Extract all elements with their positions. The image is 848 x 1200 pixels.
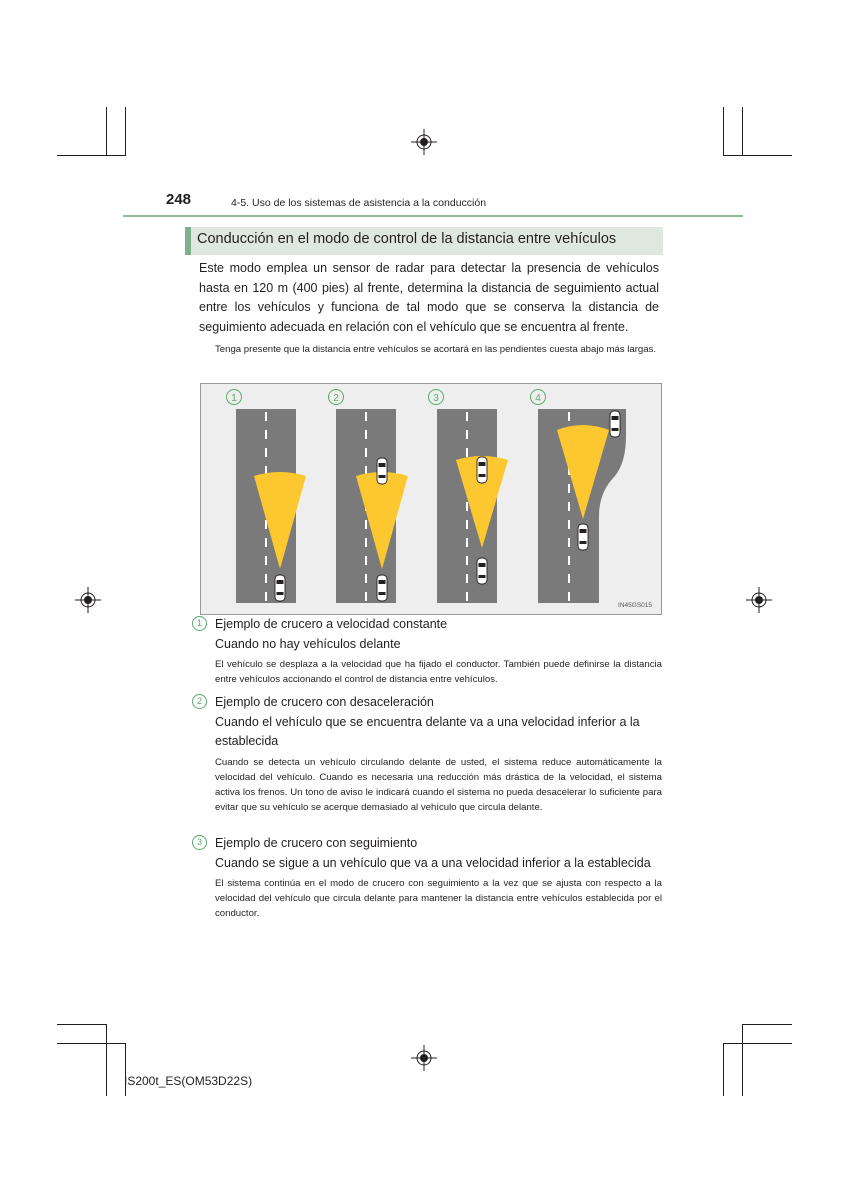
crop-mark [125,1043,126,1096]
section-title: Conducción en el modo de control de la distancia entre vehículos [197,231,617,247]
crop-mark [742,1024,792,1025]
document-id: IS200t_ES(OM53D22S) [124,1074,253,1088]
section-accent [185,227,191,255]
scenario-label-4 [531,390,546,405]
crop-mark [742,1024,743,1096]
scenario-label-1 [227,390,242,405]
crop-mark [125,107,126,156]
crop-mark [106,107,107,156]
crop-mark [723,1043,724,1096]
registration-mark-icon [746,587,772,613]
item-title: Ejemplo de crucero con desaceleración [215,695,434,709]
lead-car-icon [377,458,387,484]
crop-mark [742,107,743,156]
own-car-icon [377,575,387,601]
svg-text:3: 3 [433,393,439,404]
crop-mark [57,1024,107,1025]
svg-text:4: 4 [535,393,541,404]
item-title: Ejemplo de crucero con seguimiento [215,836,418,850]
page-number: 248 [166,191,192,208]
crop-mark [57,1043,126,1044]
list-item [192,615,662,687]
item-subtitle: Cuando el vehículo que se encuentra delante va a una velocidad inferior a la establecida [215,714,640,749]
item-number: 1 [192,616,207,631]
scenario-label-2 [329,390,344,405]
registration-mark-icon [75,587,101,613]
crop-mark [723,155,792,156]
figure-code: IN45GS015 [618,602,652,609]
intro-paragraph: Este modo emplea un sensor de radar para detectar la presencia de vehículos hasta en 120 m (400 pies) al frente, determina la distancia de seguimiento actual entre los vehículos y funciona de tal modo que se conserva la distancia de seguimiento adecuada en relación con el vehículo que se encuentra al frente. [199,261,659,334]
list-item [192,834,662,921]
intro-note: Tenga presente que la distancia entre vehículos se acortará en las pendientes cuesta abajo más largas. [215,344,657,356]
item-description: El vehículo se desplaza a la velocidad que ha fijado el conductor. También puede definirse la distancia entre vehículos accionando el control de distancia entre vehículos. [215,659,662,686]
svg-text:2: 2 [333,393,339,404]
road-scenario-4 [538,409,626,603]
section-heading [185,227,663,255]
lead-car-icon [610,411,620,437]
item-number: 3 [192,835,207,850]
registration-mark-icon [411,1045,437,1071]
chapter-title: 4-5. Uso de los sistemas de asistencia a la conducción [231,197,487,209]
crop-mark [57,155,126,156]
item-number: 2 [192,694,207,709]
item-subtitle: Cuando no hay vehículos delante [215,636,401,651]
registration-mark-icon [411,129,437,155]
radar-diagram-svg [201,384,661,614]
item-subtitle: Cuando se sigue a un vehículo que va a una velocidad inferior a la establecida [215,855,651,870]
crop-mark [723,1043,792,1044]
radar-diagram [200,383,662,615]
svg-text:1: 1 [231,393,237,404]
road-scenario-1 [236,409,306,603]
scenario-label-3 [429,390,444,405]
road-scenario-2 [336,409,408,603]
list-item [192,693,662,815]
crop-mark [106,1024,107,1096]
own-car-icon [275,575,285,601]
lead-car-icon [477,457,487,483]
road-scenario-3 [437,409,508,603]
crop-mark [723,107,724,156]
intro-block [199,259,659,357]
own-car-icon [578,524,588,550]
own-car-icon [477,558,487,584]
item-description: El sistema continúa en el modo de crucero con seguimiento a la vez que se ajusta con respecto a la velocidad del vehículo que circula delante para mantener la distancia entre vehículos establecida por el conductor. [215,878,662,920]
item-title: Ejemplo de crucero a velocidad constante [215,617,448,631]
item-description: Cuando se detecta un vehículo circulando delante de usted, el sistema reduce automáticamente la velocidad del vehículo. Cuando es necesaria una reducción más drástica de la velocidad, el sistema activa los frenos. Un tono de aviso le indicará cuando el sistema no pueda desacelerar lo suficiente para evitar que su vehículo se acerque demasiado al vehículo que circula delante. [215,756,662,813]
header-rule [123,215,743,217]
